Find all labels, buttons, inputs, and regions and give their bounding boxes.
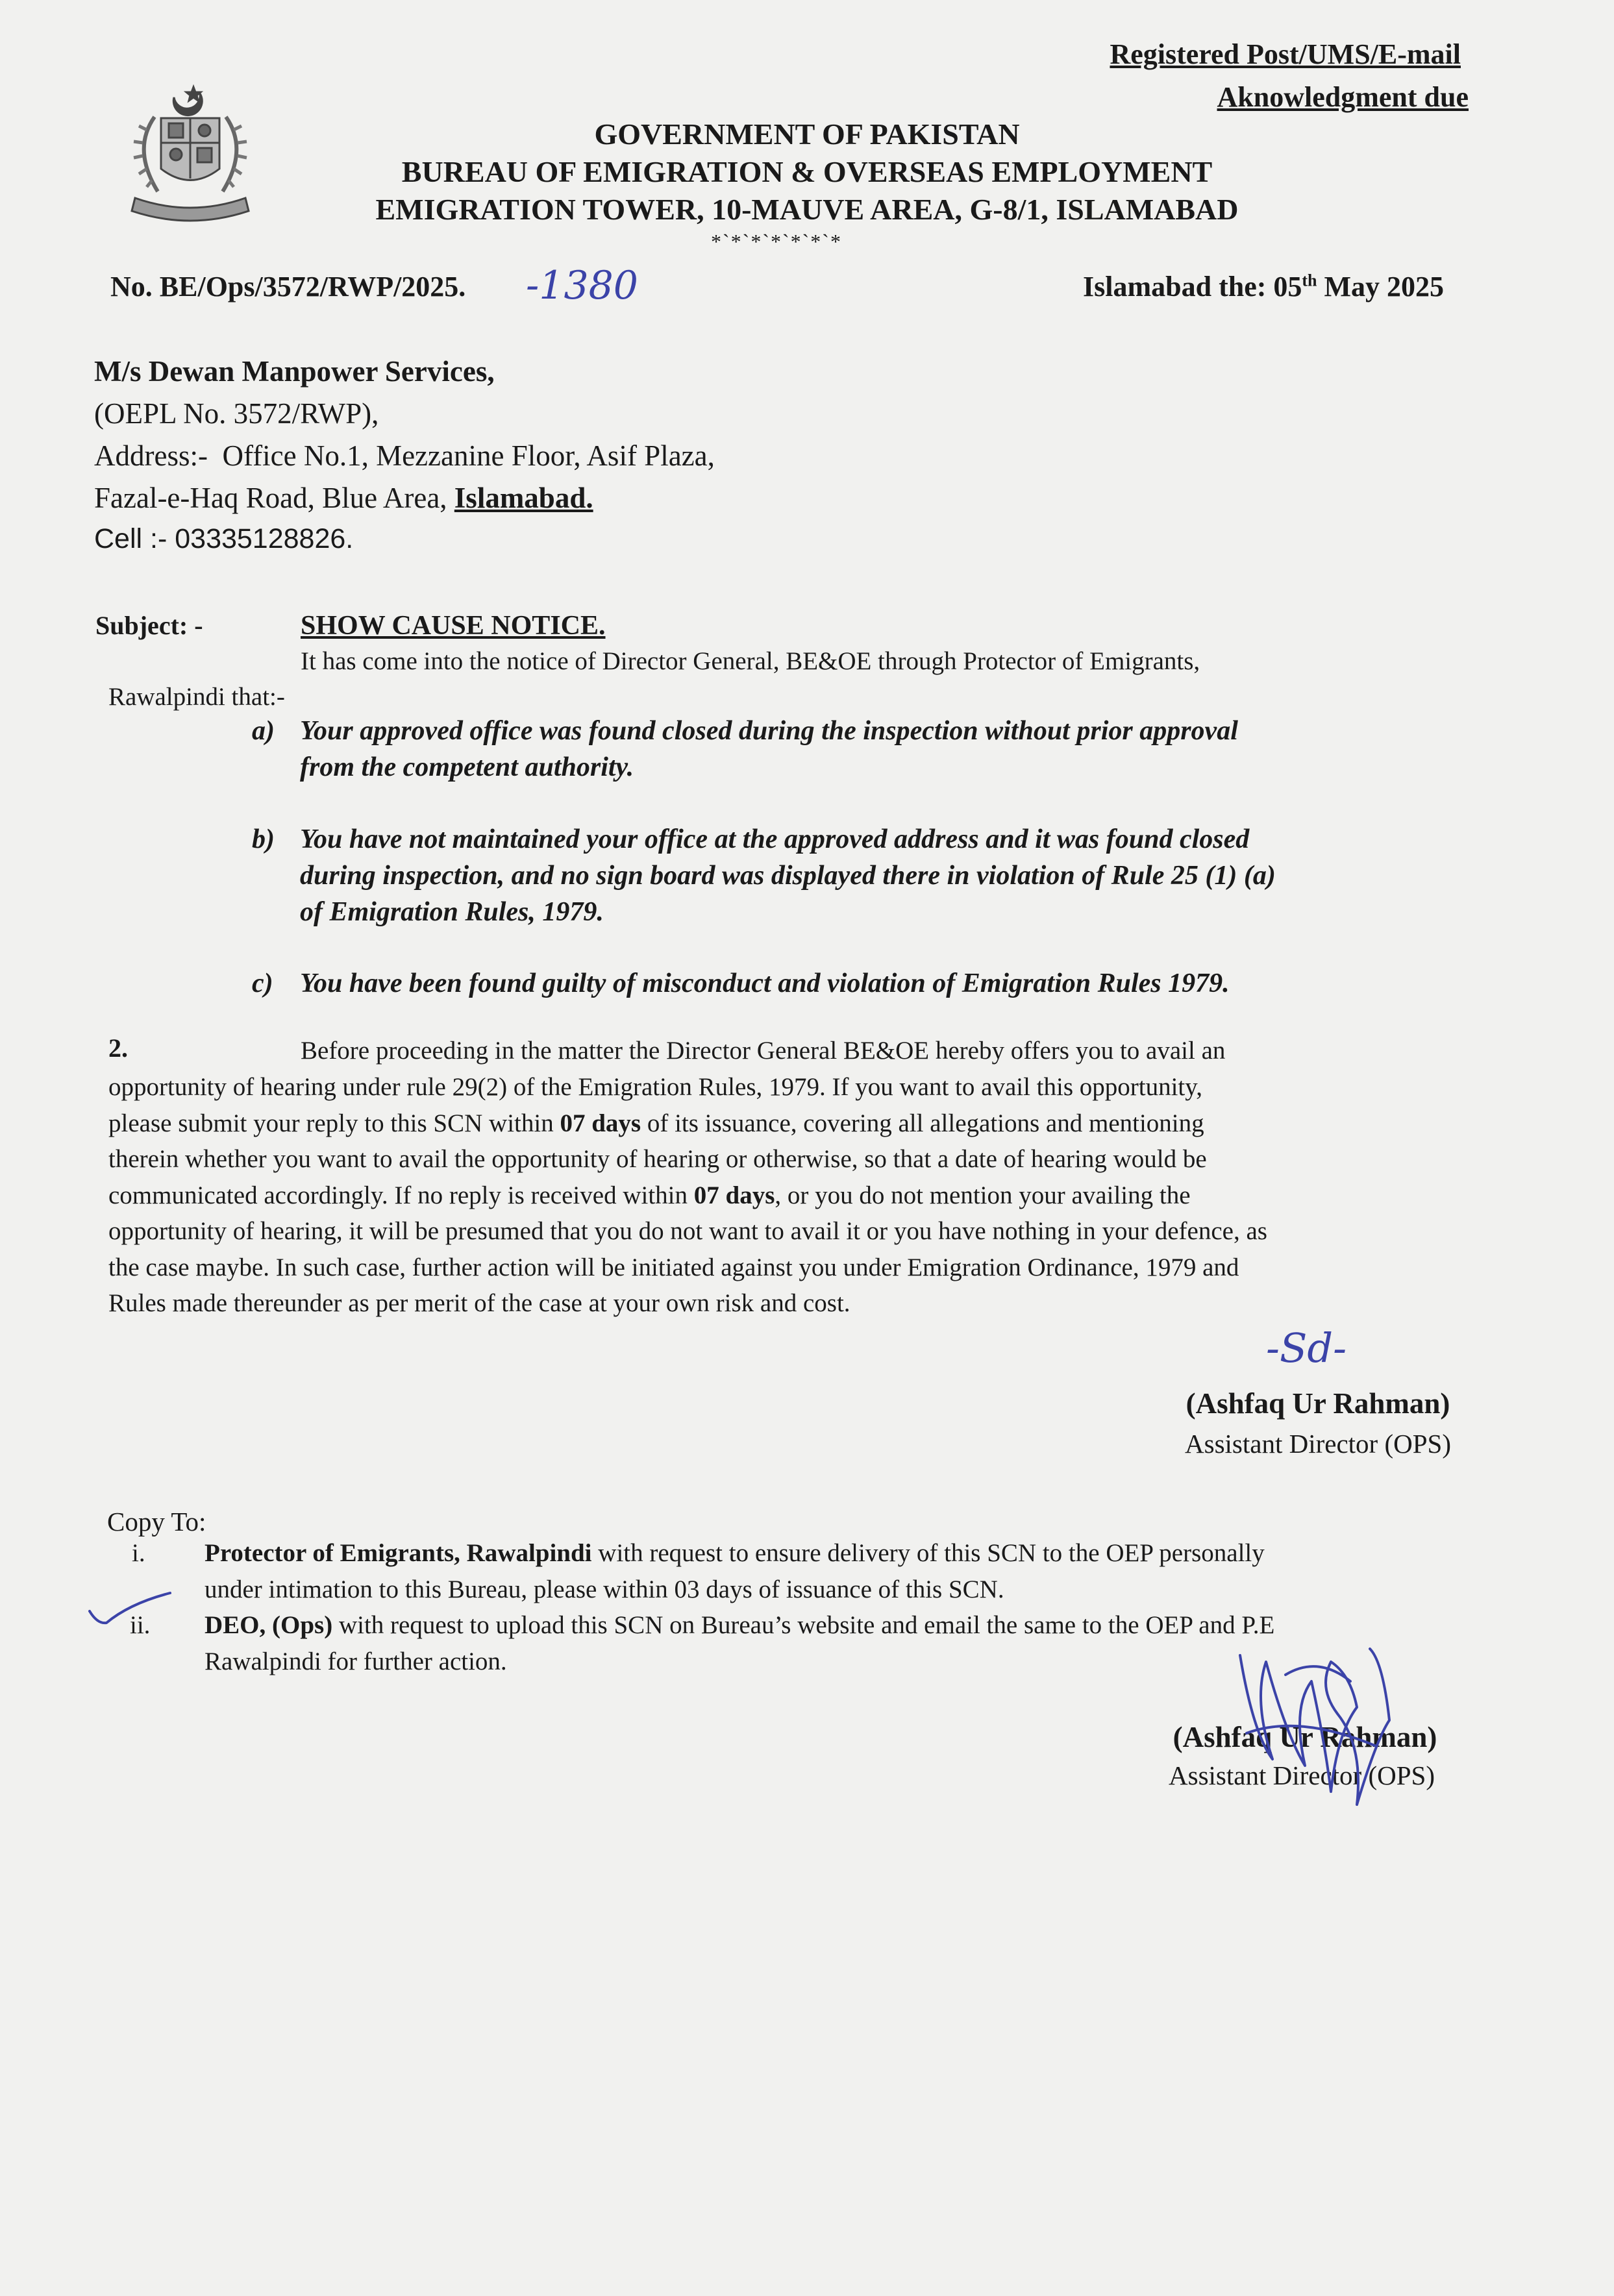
letter-date: Islamabad the: 05th May 2025 — [1083, 271, 1445, 302]
allegation-a-marker: a) — [252, 716, 275, 746]
allegation-c-text: You have been found guilty of misconduct and violation of Emigration Rules 1979. — [300, 969, 1230, 998]
recipient-address-line2: Fazal-e-Haq Road, Blue Area, Islamabad. — [94, 482, 593, 514]
subject-title: SHOW CAUSE NOTICE. — [301, 611, 606, 641]
signatory-title: Assistant Director (OPS) — [1185, 1429, 1451, 1459]
copy-item-2-text: DEO, (Ops) with request to upload this SCN on Bureau’s website and email the same to the OEP and P.E Rawalpindi for further action. — [205, 1611, 1275, 1675]
copy-item-2-number: ii. — [130, 1611, 151, 1639]
post-mode: Registered Post/UMS/E-mail — [1110, 38, 1461, 70]
paragraph-2-first-line: Before proceeding in the matter the Director General BE&OE hereby offers you to avail an — [301, 1037, 1226, 1065]
copy-signatory-name: (Ashfaq Ur Rahman) — [1173, 1721, 1437, 1753]
handwritten-signature-icon — [1227, 1636, 1422, 1831]
paragraph-2-body: opportunity of hearing under rule 29(2) of the Emigration Rules, 1979. If you want to avail this opportunity, please submit your reply to this SCN within 07 days of its issuance, covering all allegations and mentioning therein whether you want to avail the opportunity of hearing or otherwise, so that a date of hearing would be communicated accordingly. If no reply is received within 07 days, or you do not mention your availing the opportunity of hearing, it will be presumed that you do not want to avail it or you have nothing in your defence, as the case maybe. In such case, further action will be initiated against you under Emigration Ordinance, 1979 and Rules made thereunder as per merit of the case at your own risk and cost. — [108, 1073, 1267, 1317]
copy-item-1-text: Protector of Emigrants, Rawalpindi with request to ensure delivery of this SCN to the OEP personally under intimation to this Bureau, please within 03 days of issuance of this SCN. — [205, 1539, 1265, 1603]
subject-intro: It has come into the notice of Director General, BE&OE through Protector of Emigrants, — [301, 647, 1200, 675]
recipient-cell: Cell :- 03335128826. — [94, 523, 354, 554]
handwritten-dispatch-number: -1380 — [526, 263, 638, 308]
subject-intro-continued: Rawalpindi that:- — [108, 683, 285, 711]
copy-to-label: Copy To: — [107, 1507, 206, 1537]
copy-signatory-title: Assistant Director (OPS) — [1169, 1760, 1435, 1790]
recipient-oepl: (OEPL No. 3572/RWP), — [94, 397, 379, 430]
allegation-b-marker: b) — [252, 824, 275, 854]
allegation-c-marker: c) — [252, 969, 273, 998]
allegation-b-text: You have not maintained your office at the approved address and it was found closed during inspection, and no sign board was displayed there in violation of Rule 25 (1) (a) of Emigration Rules, 1979. — [300, 824, 1276, 927]
header-separator: *`*`*`*`*`*`* — [711, 230, 842, 253]
signatory-name: (Ashfaq Ur Rahman) — [1186, 1387, 1450, 1420]
allegation-a-text: Your approved office was found closed during the inspection without prior approval from the competent authority. — [300, 716, 1238, 782]
acknowledgment-note: Aknowledgment due — [1217, 81, 1469, 113]
signature-sd-mark: -Sd- — [1266, 1324, 1347, 1372]
copy-item-1-number: i. — [132, 1539, 145, 1567]
header-address: EMIGRATION TOWER, 10-MAUVE AREA, G-8/1, ISLAMABAD — [375, 193, 1239, 226]
checkmark-icon — [84, 1584, 182, 1642]
header-government: GOVERNMENT OF PAKISTAN — [594, 117, 1020, 151]
reference-number: No. BE/Ops/3572/RWP/2025. — [110, 271, 466, 302]
subject-label: Subject: - — [95, 611, 203, 640]
header-bureau: BUREAU OF EMIGRATION & OVERSEAS EMPLOYMENT — [401, 155, 1213, 188]
recipient-name: M/s Dewan Manpower Services, — [94, 355, 495, 388]
recipient-address-line1: Address:- Office No.1, Mezzanine Floor, Asif Plaza, — [94, 439, 715, 472]
paragraph-2-number: 2. — [108, 1033, 128, 1063]
